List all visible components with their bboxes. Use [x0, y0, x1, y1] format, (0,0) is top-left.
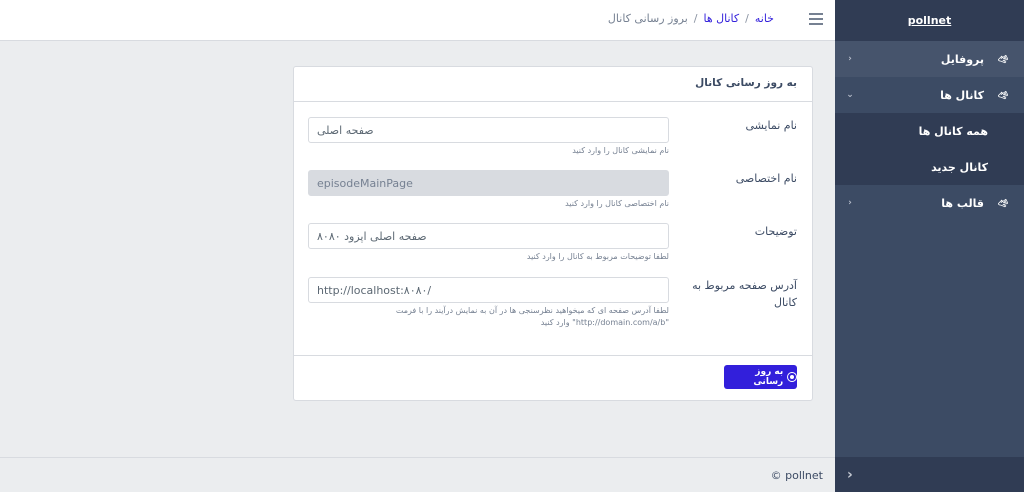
- display-name-hint: نام نمایشی کانال را وارد کنید: [572, 146, 669, 155]
- breadcrumb-channels[interactable]: کانال ها: [703, 12, 740, 25]
- sidebar-item-channels[interactable]: [835, 77, 1024, 113]
- footer: [0, 457, 835, 492]
- hand-icon: [994, 195, 1010, 211]
- breadcrumb-separator: /: [693, 12, 698, 25]
- chevron-right-icon[interactable]: ›: [847, 466, 853, 483]
- card-title: به روز رسانی کانال: [294, 67, 812, 102]
- sidebar-toggler[interactable]: [835, 457, 1024, 492]
- sidebar-item-label: قالب ها: [941, 196, 984, 210]
- breadcrumb-current: بروز رسانی کانال: [607, 12, 688, 25]
- update-channel-card: [293, 66, 813, 401]
- hand-icon: [994, 87, 1010, 103]
- update-button-label: به روز رسانی: [753, 367, 784, 387]
- channels-submenu: [835, 113, 1024, 185]
- hand-icon: [994, 51, 1010, 67]
- sidebar: [835, 0, 1024, 492]
- url-hint-line2: "http://domain.com/a/b" وارد کنید: [540, 318, 669, 327]
- chevron-left-icon: ‹: [848, 54, 852, 64]
- description-hint: لطفا توضیحات مربوط به کانال را وارد کنید: [526, 252, 669, 261]
- sidebar-item-all-channels[interactable]: همه کانال ها: [918, 124, 988, 138]
- card-footer: [294, 355, 812, 400]
- brand[interactable]: [835, 0, 1024, 41]
- breadcrumb-home[interactable]: خانه: [754, 12, 774, 25]
- brand-link[interactable]: pollnet: [907, 14, 952, 27]
- update-button[interactable]: [724, 365, 797, 389]
- description-label: توضیحات: [754, 225, 797, 238]
- dot-circle-icon: [787, 372, 797, 382]
- slug-input: episodeMainPage: [308, 170, 669, 196]
- url-label: آدرس صفحه مربوط به کانال: [692, 279, 797, 309]
- sidebar-item-label: کانال ها: [940, 88, 984, 102]
- breadcrumb-separator: /: [745, 12, 749, 25]
- slug-label: نام اختصاصی: [735, 172, 797, 185]
- header: [0, 0, 835, 41]
- url-hint-line1: لطفا آدرس صفحه ای که میخواهید نظرسنجی ها در آن به نمایش درآیند را با فرمت: [395, 306, 669, 315]
- sidebar-item-templates[interactable]: [835, 185, 1024, 221]
- display-name-input[interactable]: صفحه اصلی: [308, 117, 669, 143]
- sidebar-item-new-channel[interactable]: کانال جدید: [931, 160, 988, 174]
- copyright: pollnet ©: [770, 469, 823, 482]
- hamburger-menu-icon[interactable]: [809, 13, 823, 25]
- chevron-left-icon: ‹: [848, 198, 852, 208]
- chevron-down-icon: ⌄: [846, 90, 854, 100]
- sidebar-item-profile[interactable]: [835, 41, 1024, 77]
- description-input[interactable]: صفحه اصلی اپزود ۸۰۸۰: [308, 223, 669, 249]
- sidebar-item-label: پروفایل: [940, 52, 984, 66]
- slug-hint: نام اختصاصی کانال را وارد کنید: [565, 199, 669, 208]
- url-input[interactable]: /http://localhost:۸۰۸۰: [308, 277, 669, 303]
- display-name-label: نام نمایشی: [745, 119, 797, 132]
- breadcrumb: [608, 12, 774, 25]
